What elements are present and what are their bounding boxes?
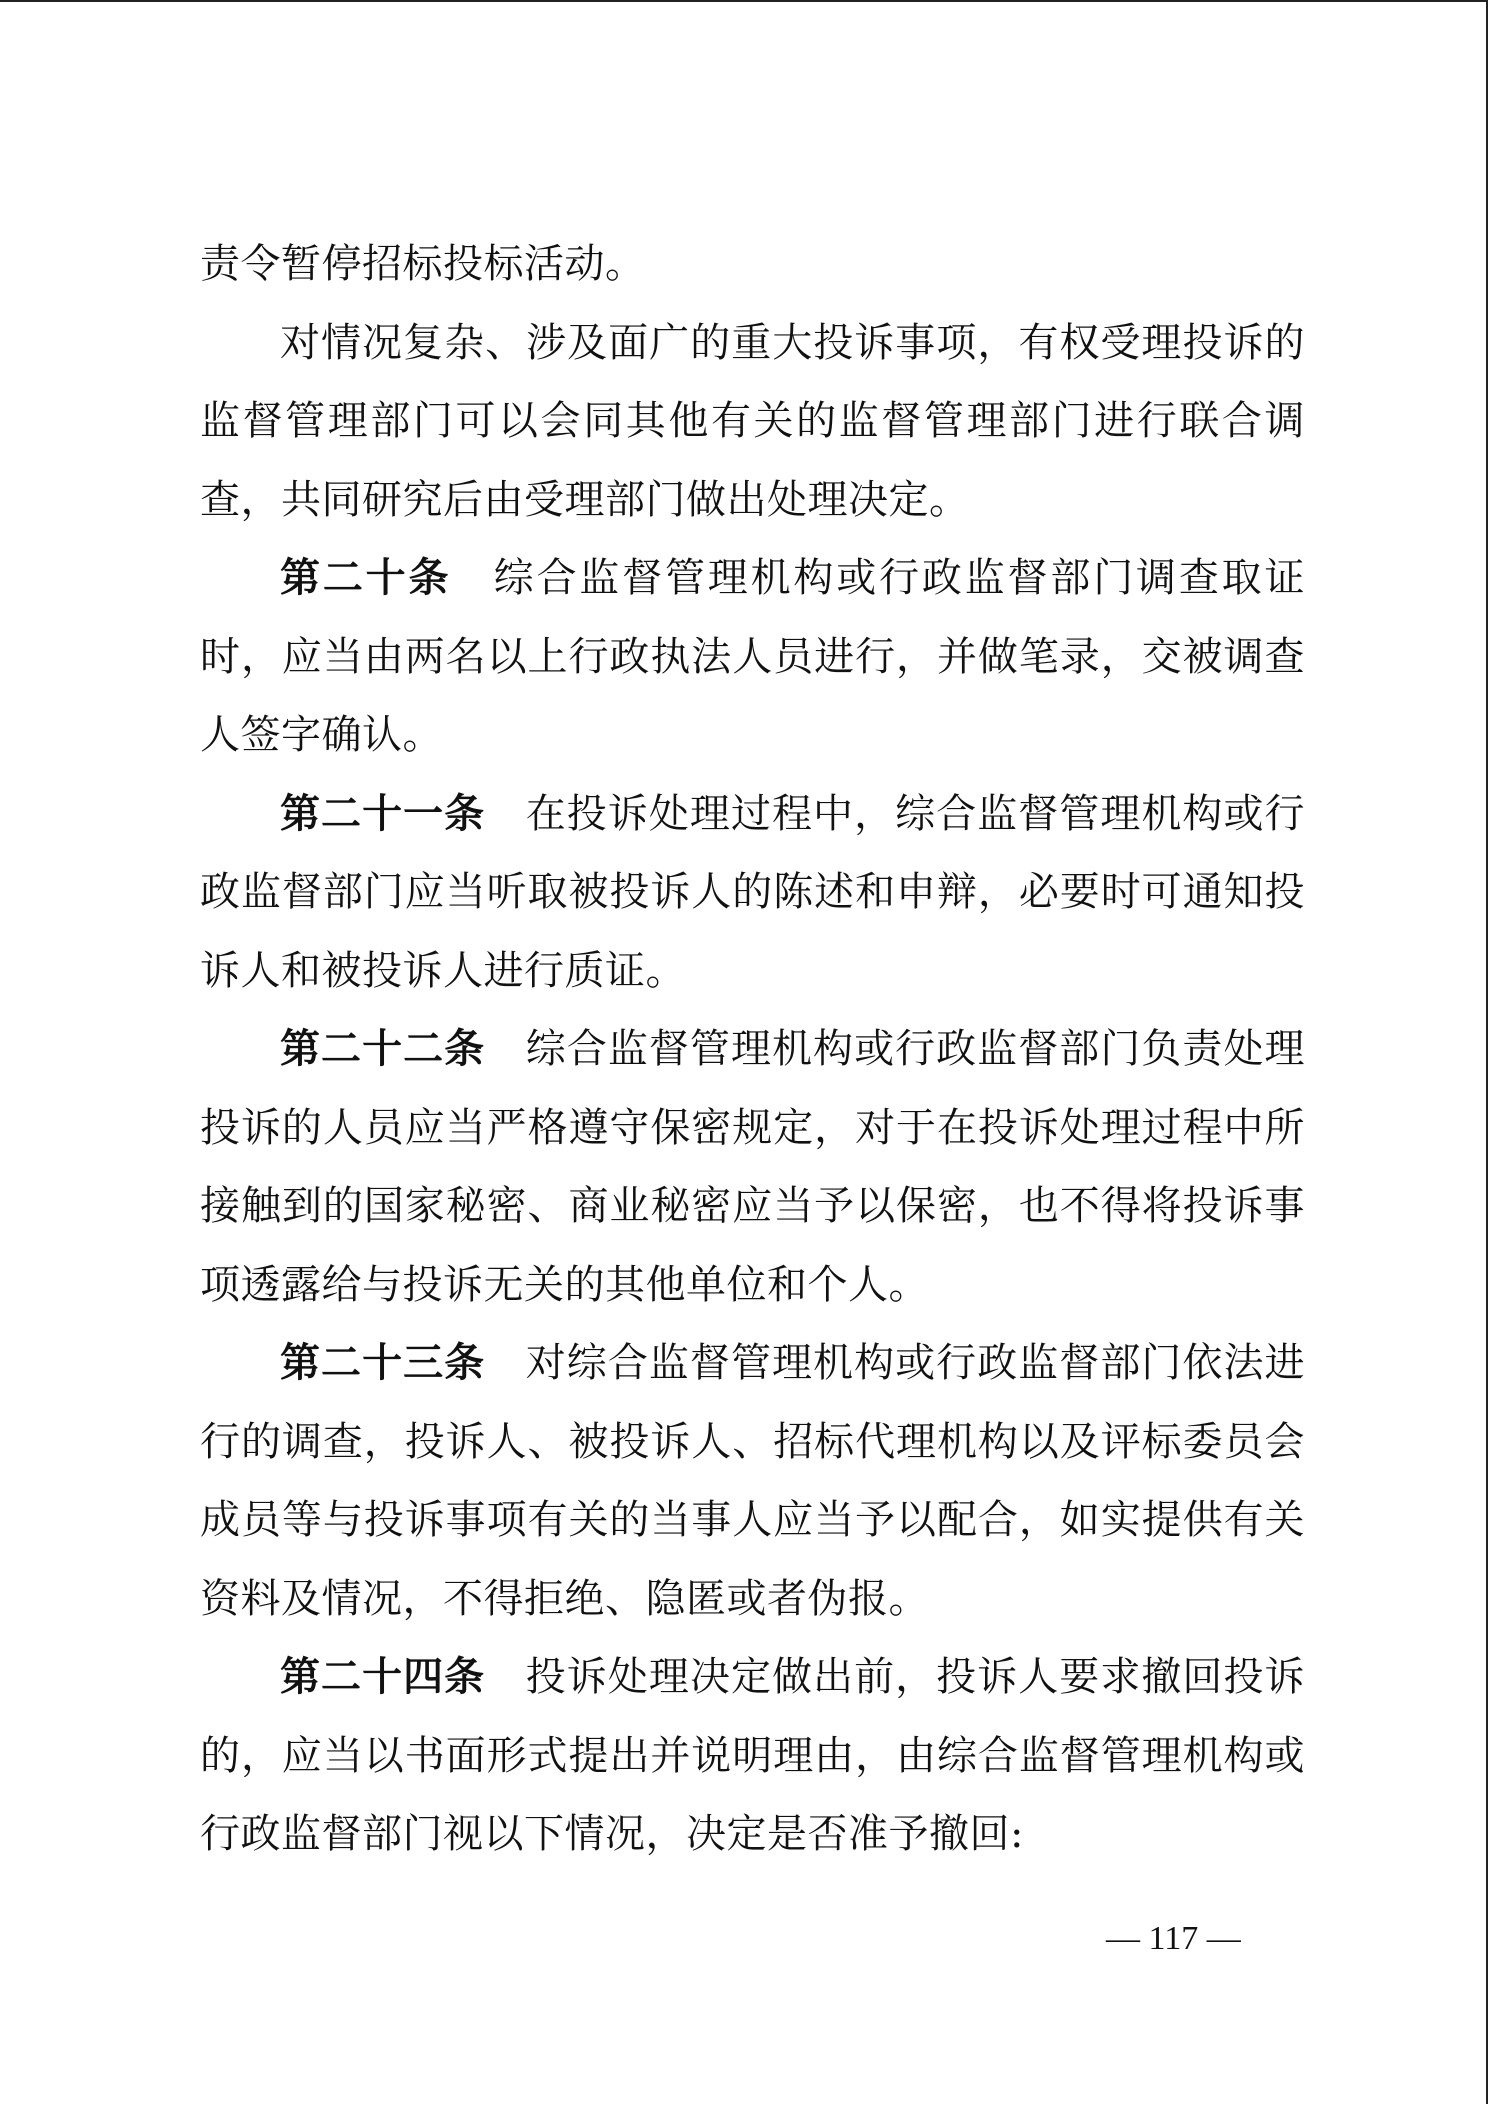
article-21: [200, 775, 1305, 1011]
paragraph-continuation: [200, 225, 1305, 304]
paragraph-text: 对情况复杂、涉及面广的重大投诉事项，有权受理投诉的监督管理部门可以会同其他有关的监督管理部门进行联合调查，共同研究后由受理部门做出处理决定。: [200, 319, 1305, 523]
article-20: [200, 539, 1305, 775]
article-heading: 第二十一条: [280, 790, 486, 837]
paragraph-text: 责令暂停招标投标活动。: [200, 241, 646, 287]
paragraph-joint-investigation: [200, 304, 1305, 540]
article-24: [200, 1638, 1305, 1874]
page-number: — 117 —: [1106, 1920, 1241, 1957]
article-heading: 第二十四条: [280, 1654, 486, 1700]
page-border-top: [0, 0, 1488, 2]
article-text: 投诉处理决定做出前，投诉人要求撤回投诉的，应当以书面形式提出并说明理由，由综合监督管理机构或行政监督部门视以下情况，决定是否准予撤回:: [200, 1654, 1306, 1857]
article-heading: 第二十条: [280, 555, 452, 601]
article-heading: 第二十三条: [280, 1340, 486, 1386]
article-heading: 第二十二条: [280, 1026, 486, 1072]
article-text: 综合监督管理机构或行政监督部门负责处理投诉的人员应当严格遵守保密规定，对于在投诉处理过程中所接触到的国家秘密、商业秘密应当予以保密，也不得将投诉事项透露给与投诉无关的其他单位和个人。: [200, 1026, 1306, 1308]
article-text: 在投诉处理过程中，综合监督管理机构或行政监督部门应当听取被投诉人的陈述和申辩，必要时可通知投诉人和被投诉人进行质证。: [200, 790, 1306, 994]
article-text: 对综合监督管理机构或行政监督部门依法进行的调查，投诉人、被投诉人、招标代理机构以及评标委员会成员等与投诉事项有关的当事人应当予以配合，如实提供有关资料及情况，不得拒绝、隐匿或者伪报。: [200, 1340, 1306, 1622]
article-text: 综合监督管理机构或行政监督部门调查取证时，应当由两名以上行政执法人员进行，并做笔录，交被调查人签字确认。: [200, 555, 1306, 758]
article-22: [200, 1010, 1305, 1324]
document-body: [200, 225, 1305, 1874]
article-23: [200, 1324, 1305, 1638]
